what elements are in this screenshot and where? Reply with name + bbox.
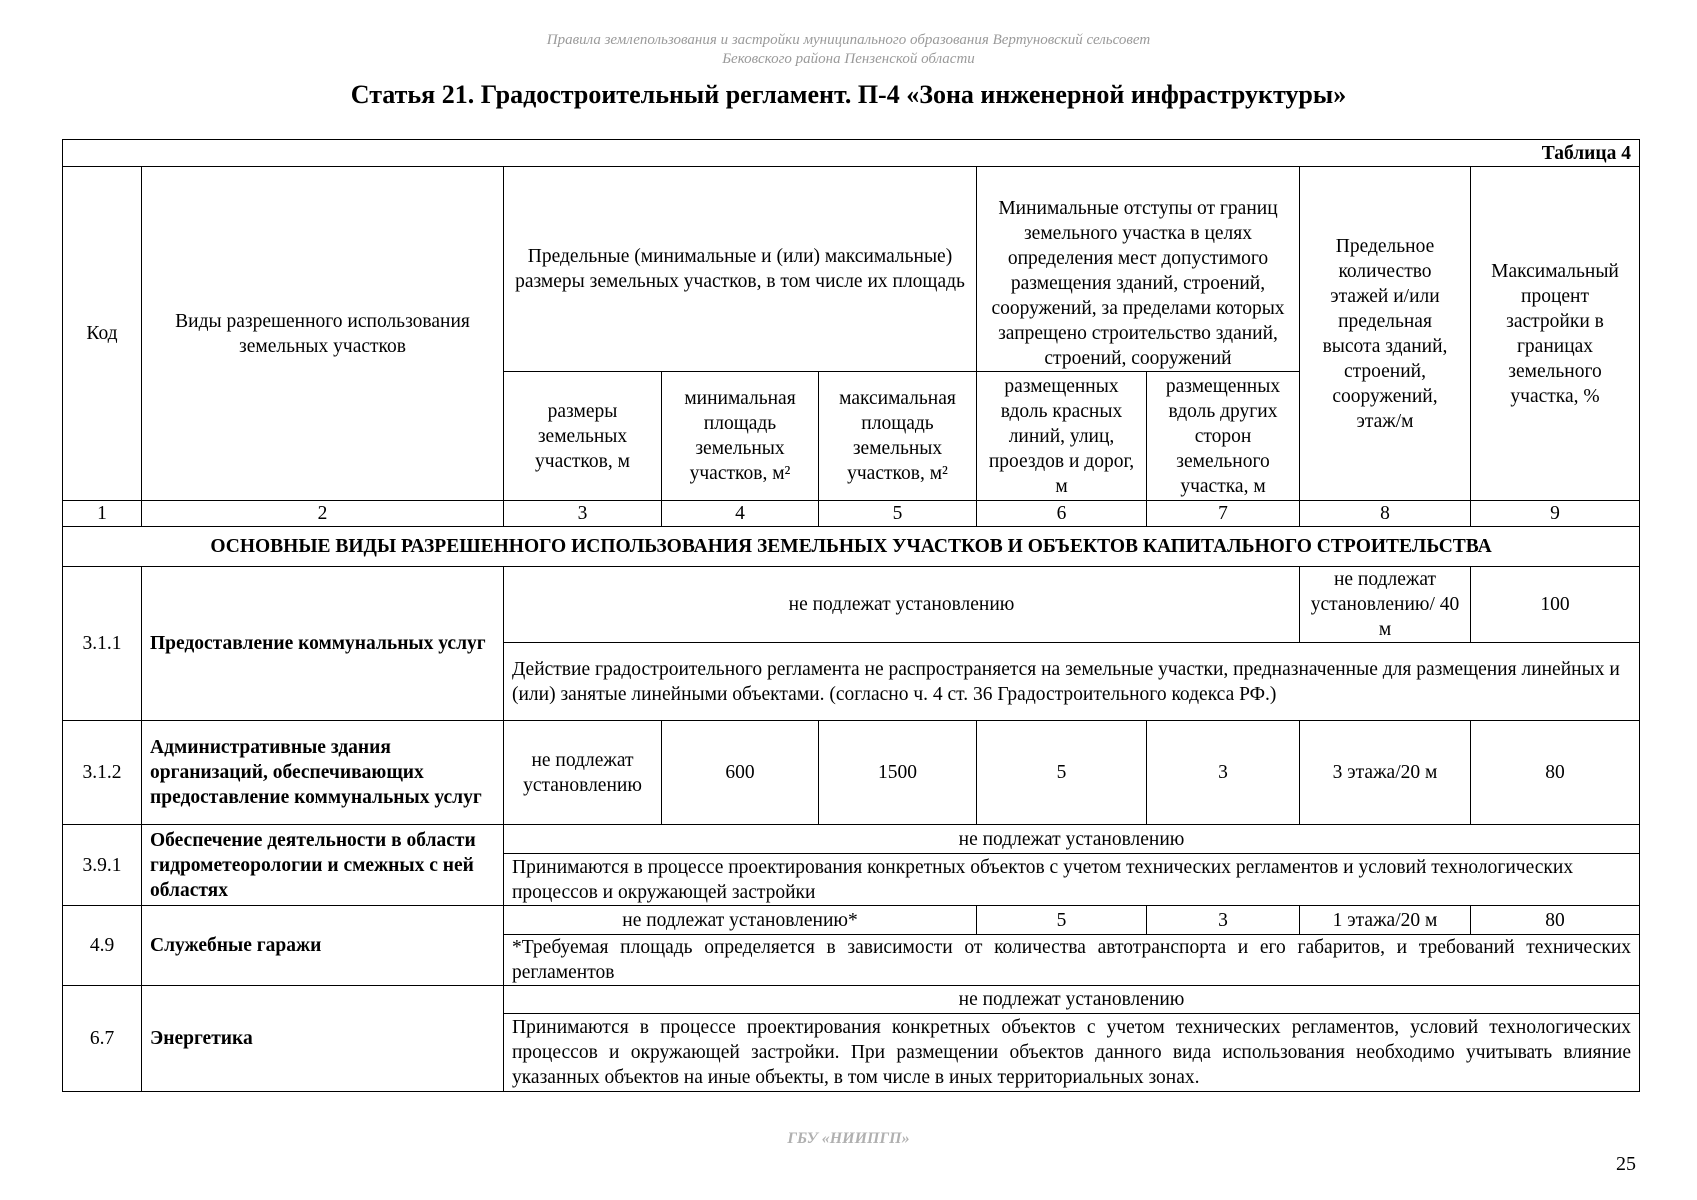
section-row: [63, 527, 1640, 567]
row-code: 6.7: [63, 986, 142, 1092]
header-setbacks: Минимальные отступы от границ земельного участка в целях определения мест допустимого размещения зданий, строений, сооружений, за пределами которых запрещено строительство зданий, строений, сооружений: [977, 167, 1300, 372]
column-number: 7: [1147, 501, 1300, 527]
row-code: 3.1.2: [63, 721, 142, 825]
header-row: [63, 167, 1640, 372]
header-floors: Предельное количество этажей и/или предельная высота зданий, строений, сооружений, этаж/м: [1300, 167, 1471, 501]
row-red-lines: 5: [977, 906, 1147, 935]
row-name: Предоставление коммунальных услуг: [142, 567, 504, 721]
table-caption-row: [63, 140, 1640, 167]
header-min-area: минимальная площадь земельных участков, м²: [662, 372, 819, 501]
row-name: Административные здания организаций, обеспечивающих предоставление коммунальных услуг: [142, 721, 504, 825]
column-number: 8: [1300, 501, 1471, 527]
footer-organization: ГБУ «НИИПГП»: [787, 1130, 910, 1147]
header-limits: Предельные (минимальные и (или) максимальные) размеры земельных участков, в том числе их площадь: [504, 167, 977, 372]
row-floors: не подлежат установлению/ 40 м: [1300, 567, 1471, 643]
row-sizes: не подлежат установлению: [504, 721, 662, 825]
header-use: Виды разрешенного использования земельных участков: [142, 167, 504, 501]
header-coverage: Максимальный процент застройки в границах земельного участка, %: [1471, 167, 1640, 501]
table-row: [63, 906, 1640, 935]
row-red-lines: 5: [977, 721, 1147, 825]
running-header-line2: Бековского района Пензенской области: [722, 51, 975, 67]
row-coverage: 100: [1471, 567, 1640, 643]
column-number-row: [63, 501, 1640, 527]
running-header-line1: Правила землепользования и застройки муниципального образования Вертуновский сельсовет: [546, 32, 1151, 48]
regulation-table: [62, 139, 1640, 1092]
header-sizes: размеры земельных участков, м: [504, 372, 662, 501]
row-floors: 3 этажа/20 м: [1300, 721, 1471, 825]
header-red-lines: размещенных вдоль красных линий, улиц, проездов и дорог, м: [977, 372, 1147, 501]
row-code: 3.9.1: [63, 825, 142, 906]
table-row: [63, 567, 1640, 643]
row-max-area: 1500: [819, 721, 977, 825]
row-floors: 1 этажа/20 м: [1300, 906, 1471, 935]
row-coverage: 80: [1471, 721, 1640, 825]
page-title: Статья 21. Градостроительный регламент. П-4 «Зона инженерной инфраструктуры»: [350, 80, 1347, 109]
row-limits: не подлежат установлению*: [504, 906, 977, 935]
row-note: Принимаются в процессе проектирования конкретных объектов с учетом технических регламентов и условий технологических процессов и окружающей застройки: [504, 854, 1640, 906]
column-number: 9: [1471, 501, 1640, 527]
header-code: Код: [63, 167, 142, 501]
header-other-sides: размещенных вдоль других сторон земельного участка, м: [1147, 372, 1300, 501]
section-title: ОСНОВНЫЕ ВИДЫ РАЗРЕШЕННОГО ИСПОЛЬЗОВАНИЯ ЗЕМЕЛЬНЫХ УЧАСТКОВ И ОБЪЕКТОВ КАПИТАЛЬНОГО СТРОИТЕЛЬСТВА: [63, 527, 1640, 567]
row-note: Действие градостроительного регламента не распространяется на земельные участки, предназначенные для размещения линейных и (или) занятые линейными объектами. (согласно ч. 4 ст. 36 Градостроительного кодекса РФ.): [504, 643, 1640, 721]
row-other-sides: 3: [1147, 906, 1300, 935]
table-row: [63, 986, 1640, 1014]
column-number: 4: [662, 501, 819, 527]
row-other-sides: 3: [1147, 721, 1300, 825]
table-row: [63, 825, 1640, 854]
row-note: *Требуемая площадь определяется в зависимости от количества автотранспорта и его габаритов, и требований технических регламентов: [504, 935, 1640, 986]
table-row: [63, 721, 1640, 825]
row-code: 3.1.1: [63, 567, 142, 721]
row-limits: не подлежат установлению: [504, 986, 1640, 1014]
column-number: 2: [142, 501, 504, 527]
row-coverage: 80: [1471, 906, 1640, 935]
row-code: 4.9: [63, 906, 142, 986]
column-number: 3: [504, 501, 662, 527]
row-name: Энергетика: [142, 986, 504, 1092]
row-limits: не подлежат установлению: [504, 825, 1640, 854]
column-number: 1: [63, 501, 142, 527]
row-name: Служебные гаражи: [142, 906, 504, 986]
row-name: Обеспечение деятельности в области гидрометеорологии и смежных с ней областях: [142, 825, 504, 906]
header-max-area: максимальная площадь земельных участков, м²: [819, 372, 977, 501]
table-caption: Таблица 4: [63, 140, 1640, 167]
row-min-area: 600: [662, 721, 819, 825]
row-limits: не подлежат установлению: [504, 567, 1300, 643]
column-number: 5: [819, 501, 977, 527]
row-note: Принимаются в процессе проектирования конкретных объектов с учетом технических регламентов, условий технологических процессов и окружающей застройки. При размещении объектов данного вида использования необходимо учитывать влияние указанных объектов на иные объекты, в том числе в иных территориальных зонах.: [504, 1014, 1640, 1092]
page-number: 25: [1616, 1153, 1636, 1175]
column-number: 6: [977, 501, 1147, 527]
